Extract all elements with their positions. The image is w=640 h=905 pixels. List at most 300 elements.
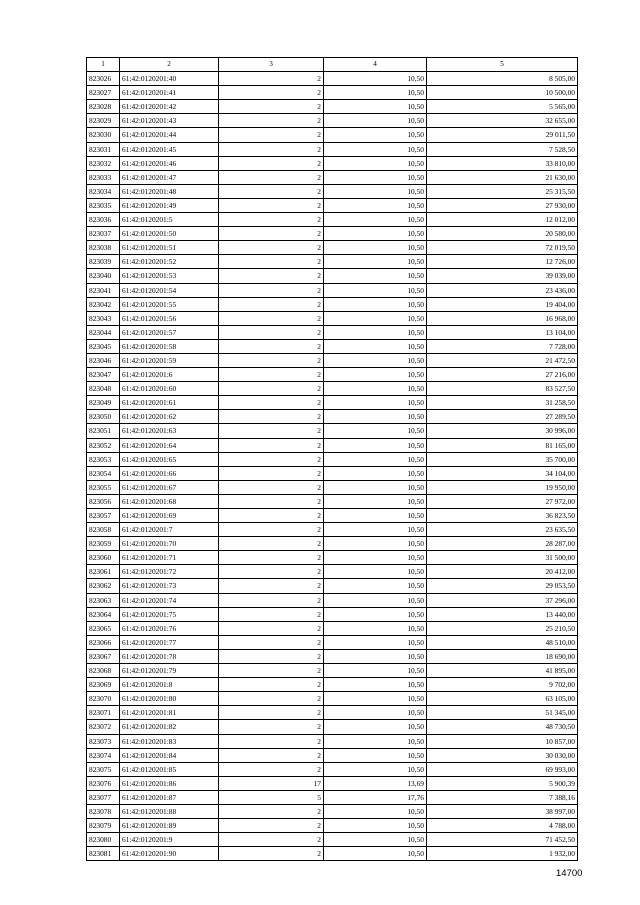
col3-cell: 2	[219, 72, 324, 86]
amount-cell: 30 996,00	[427, 424, 578, 438]
row-id-cell: 823075	[87, 762, 120, 776]
amount-cell: 21 472,50	[427, 353, 578, 367]
amount-cell: 12 726,00	[427, 255, 578, 269]
col3-cell: 2	[219, 198, 324, 212]
col4-cell: 10,50	[324, 156, 427, 170]
table-row	[87, 353, 578, 367]
col3-cell: 2	[219, 804, 324, 818]
col4-cell: 10,50	[324, 100, 427, 114]
col3-cell: 2	[219, 452, 324, 466]
amount-cell: 20 580,00	[427, 227, 578, 241]
amount-cell: 9 702,00	[427, 678, 578, 692]
col3-cell: 2	[219, 410, 324, 424]
col4-cell: 10,50	[324, 466, 427, 480]
col4-cell: 10,50	[324, 283, 427, 297]
amount-cell: 27 216,00	[427, 368, 578, 382]
col4-cell: 10,50	[324, 325, 427, 339]
amount-cell: 72 019,50	[427, 241, 578, 255]
cadastral-number-cell: 61:42:0120201:45	[120, 142, 219, 156]
row-id-cell: 823066	[87, 635, 120, 649]
col3-cell: 2	[219, 706, 324, 720]
amount-cell: 25 210,50	[427, 621, 578, 635]
col3-cell: 2	[219, 734, 324, 748]
amount-cell: 7 728,00	[427, 339, 578, 353]
col3-cell: 2	[219, 720, 324, 734]
row-id-cell: 823040	[87, 269, 120, 283]
cadastral-number-cell: 61:42:0120201:68	[120, 494, 219, 508]
col4-cell: 10,50	[324, 551, 427, 565]
cadastral-number-cell: 61:42:0120201:47	[120, 170, 219, 184]
col3-cell: 2	[219, 537, 324, 551]
table-row	[87, 325, 578, 339]
row-id-cell: 823042	[87, 297, 120, 311]
col4-cell: 10,50	[324, 269, 427, 283]
col4-cell: 10,50	[324, 227, 427, 241]
amount-cell: 23 635,50	[427, 523, 578, 537]
row-id-cell: 823064	[87, 607, 120, 621]
col4-cell: 13,69	[324, 776, 427, 790]
col4-cell: 10,50	[324, 537, 427, 551]
col3-cell: 2	[219, 664, 324, 678]
col4-cell: 10,50	[324, 368, 427, 382]
row-id-cell: 823033	[87, 170, 120, 184]
row-id-cell: 823030	[87, 128, 120, 142]
amount-cell: 10 500,00	[427, 86, 578, 100]
cadastral-number-cell: 61:42:0120201:75	[120, 607, 219, 621]
amount-cell: 83 527,50	[427, 382, 578, 396]
amount-cell: 31 500,00	[427, 551, 578, 565]
col3-cell: 2	[219, 156, 324, 170]
row-id-cell: 823027	[87, 86, 120, 100]
row-id-cell: 823039	[87, 255, 120, 269]
amount-cell: 41 895,00	[427, 664, 578, 678]
cadastral-number-cell: 61:42:0120201:52	[120, 255, 219, 269]
cadastral-number-cell: 61:42:0120201:44	[120, 128, 219, 142]
cadastral-number-cell: 61:42:0120201:61	[120, 396, 219, 410]
table-row	[87, 128, 578, 142]
col4-cell: 10,50	[324, 170, 427, 184]
row-id-cell: 823069	[87, 678, 120, 692]
table-row	[87, 551, 578, 565]
col4-cell: 10,50	[324, 297, 427, 311]
row-id-cell: 823072	[87, 720, 120, 734]
table-row	[87, 776, 578, 790]
col3-cell: 2	[219, 142, 324, 156]
col4-cell: 10,50	[324, 819, 427, 833]
col3-cell: 2	[219, 494, 324, 508]
row-id-cell: 823071	[87, 706, 120, 720]
row-id-cell: 823076	[87, 776, 120, 790]
row-id-cell: 823057	[87, 509, 120, 523]
cadastral-number-cell: 61:42:0120201:79	[120, 664, 219, 678]
col3-cell: 2	[219, 311, 324, 325]
col3-cell: 2	[219, 396, 324, 410]
row-id-cell: 823079	[87, 819, 120, 833]
table-row	[87, 198, 578, 212]
col4-cell: 10,50	[324, 142, 427, 156]
col3-cell: 2	[219, 100, 324, 114]
row-id-cell: 823060	[87, 551, 120, 565]
row-id-cell: 823074	[87, 748, 120, 762]
cadastral-number-cell: 61:42:0120201:60	[120, 382, 219, 396]
col3-cell: 2	[219, 551, 324, 565]
amount-cell: 35 700,00	[427, 452, 578, 466]
row-id-cell: 823062	[87, 579, 120, 593]
row-id-cell: 823050	[87, 410, 120, 424]
amount-cell: 13 104,00	[427, 325, 578, 339]
row-id-cell: 823037	[87, 227, 120, 241]
row-id-cell: 823041	[87, 283, 120, 297]
cadastral-number-cell: 61:42:0120201:76	[120, 621, 219, 635]
cadastral-number-cell: 61:42:0120201:85	[120, 762, 219, 776]
col4-cell: 10,50	[324, 523, 427, 537]
cadastral-number-cell: 61:42:0120201:78	[120, 649, 219, 663]
col4-cell: 10,50	[324, 86, 427, 100]
col3-cell: 2	[219, 762, 324, 776]
row-id-cell: 823077	[87, 790, 120, 804]
table-row	[87, 804, 578, 818]
table-row	[87, 579, 578, 593]
row-id-cell: 823043	[87, 311, 120, 325]
cadastral-number-cell: 61:42:0120201:5	[120, 213, 219, 227]
amount-cell: 69 993,00	[427, 762, 578, 776]
table-row	[87, 382, 578, 396]
col4-cell: 10,50	[324, 565, 427, 579]
row-id-cell: 823081	[87, 847, 120, 861]
amount-cell: 19 950,00	[427, 480, 578, 494]
table-row	[87, 523, 578, 537]
table-row	[87, 678, 578, 692]
cadastral-number-cell: 61:42:0120201:49	[120, 198, 219, 212]
table-row	[87, 213, 578, 227]
amount-cell: 81 165,00	[427, 438, 578, 452]
column-header-3: 3	[219, 58, 324, 72]
col3-cell: 2	[219, 170, 324, 184]
col3-cell: 2	[219, 692, 324, 706]
table-row	[87, 621, 578, 635]
table-row	[87, 466, 578, 480]
amount-cell: 32 655,00	[427, 114, 578, 128]
cadastral-number-cell: 61:42:0120201:6	[120, 368, 219, 382]
amount-cell: 4 788,00	[427, 819, 578, 833]
col3-cell: 2	[219, 833, 324, 847]
col4-cell: 10,50	[324, 311, 427, 325]
amount-cell: 27 930,00	[427, 198, 578, 212]
cadastral-number-cell: 61:42:0120201:71	[120, 551, 219, 565]
amount-cell: 8 505,00	[427, 72, 578, 86]
row-id-cell: 823051	[87, 424, 120, 438]
row-id-cell: 823038	[87, 241, 120, 255]
col4-cell: 10,50	[324, 847, 427, 861]
table-row	[87, 480, 578, 494]
col3-cell: 2	[219, 438, 324, 452]
row-id-cell: 823063	[87, 593, 120, 607]
table-row	[87, 664, 578, 678]
cadastral-number-cell: 61:42:0120201:59	[120, 353, 219, 367]
cadastral-number-cell: 61:42:0120201:87	[120, 790, 219, 804]
amount-cell: 7 388,16	[427, 790, 578, 804]
col4-cell: 10,50	[324, 720, 427, 734]
amount-cell: 30 030,00	[427, 748, 578, 762]
col4-cell: 10,50	[324, 198, 427, 212]
col3-cell: 2	[219, 579, 324, 593]
amount-cell: 23 436,00	[427, 283, 578, 297]
amount-cell: 18 690,00	[427, 649, 578, 663]
col4-cell: 10,50	[324, 579, 427, 593]
col3-cell: 2	[219, 227, 324, 241]
col3-cell: 2	[219, 382, 324, 396]
table-row	[87, 311, 578, 325]
cadastral-number-cell: 61:42:0120201:9	[120, 833, 219, 847]
amount-cell: 20 412,00	[427, 565, 578, 579]
col4-cell: 10,50	[324, 410, 427, 424]
table-row	[87, 734, 578, 748]
cadastral-number-cell: 61:42:0120201:81	[120, 706, 219, 720]
table-row	[87, 255, 578, 269]
cadastral-number-cell: 61:42:0120201:73	[120, 579, 219, 593]
row-id-cell: 823034	[87, 184, 120, 198]
cadastral-number-cell: 61:42:0120201:66	[120, 466, 219, 480]
col3-cell: 2	[219, 480, 324, 494]
amount-cell: 16 968,00	[427, 311, 578, 325]
table-row	[87, 819, 578, 833]
cadastral-number-cell: 61:42:0120201:50	[120, 227, 219, 241]
amount-cell: 27 972,00	[427, 494, 578, 508]
table-row	[87, 649, 578, 663]
col4-cell: 10,50	[324, 804, 427, 818]
table-row	[87, 424, 578, 438]
col3-cell: 2	[219, 255, 324, 269]
table-row	[87, 184, 578, 198]
row-id-cell: 823028	[87, 100, 120, 114]
cadastral-number-cell: 61:42:0120201:65	[120, 452, 219, 466]
row-id-cell: 823048	[87, 382, 120, 396]
row-id-cell: 823065	[87, 621, 120, 635]
col4-cell: 10,50	[324, 748, 427, 762]
amount-cell: 25 315,50	[427, 184, 578, 198]
row-id-cell: 823053	[87, 452, 120, 466]
table-row	[87, 452, 578, 466]
cadastral-number-cell: 61:42:0120201:7	[120, 523, 219, 537]
table-row	[87, 339, 578, 353]
row-id-cell: 823055	[87, 480, 120, 494]
amount-cell: 13 440,00	[427, 607, 578, 621]
cadastral-number-cell: 61:42:0120201:51	[120, 241, 219, 255]
row-id-cell: 823058	[87, 523, 120, 537]
amount-cell: 71 452,50	[427, 833, 578, 847]
col4-cell: 10,50	[324, 494, 427, 508]
col3-cell: 2	[219, 466, 324, 480]
page-number: 14700	[556, 868, 583, 879]
column-header-5: 5	[427, 58, 578, 72]
col4-cell: 17,76	[324, 790, 427, 804]
col3-cell: 2	[219, 325, 324, 339]
table-row	[87, 297, 578, 311]
table-row	[87, 509, 578, 523]
table-row	[87, 537, 578, 551]
data-table	[86, 57, 578, 861]
col4-cell: 10,50	[324, 678, 427, 692]
row-id-cell: 823035	[87, 198, 120, 212]
cadastral-number-cell: 61:42:0120201:77	[120, 635, 219, 649]
col3-cell: 2	[219, 523, 324, 537]
amount-cell: 51 345,00	[427, 706, 578, 720]
row-id-cell: 823073	[87, 734, 120, 748]
cadastral-number-cell: 61:42:0120201:63	[120, 424, 219, 438]
col3-cell: 2	[219, 748, 324, 762]
col4-cell: 10,50	[324, 213, 427, 227]
cadastral-number-cell: 61:42:0120201:48	[120, 184, 219, 198]
cadastral-number-cell: 61:42:0120201:83	[120, 734, 219, 748]
cadastral-number-cell: 61:42:0120201:88	[120, 804, 219, 818]
row-id-cell: 823080	[87, 833, 120, 847]
table-row	[87, 156, 578, 170]
cadastral-number-cell: 61:42:0120201:57	[120, 325, 219, 339]
col4-cell: 10,50	[324, 72, 427, 86]
amount-cell: 34 104,00	[427, 466, 578, 480]
cadastral-number-cell: 61:42:0120201:53	[120, 269, 219, 283]
col4-cell: 10,50	[324, 593, 427, 607]
col4-cell: 10,50	[324, 452, 427, 466]
amount-cell: 21 630,00	[427, 170, 578, 184]
table-row	[87, 72, 578, 86]
cadastral-number-cell: 61:42:0120201:70	[120, 537, 219, 551]
col4-cell: 10,50	[324, 114, 427, 128]
amount-cell: 1 932,00	[427, 847, 578, 861]
row-id-cell: 823059	[87, 537, 120, 551]
table-row	[87, 227, 578, 241]
amount-cell: 29 053,50	[427, 579, 578, 593]
cadastral-number-cell: 61:42:0120201:8	[120, 678, 219, 692]
table-row	[87, 635, 578, 649]
amount-cell: 63 105,00	[427, 692, 578, 706]
col4-cell: 10,50	[324, 353, 427, 367]
col3-cell: 2	[219, 635, 324, 649]
column-header-1: 1	[87, 58, 120, 72]
row-id-cell: 823045	[87, 339, 120, 353]
table-row	[87, 438, 578, 452]
row-id-cell: 823036	[87, 213, 120, 227]
table-row	[87, 847, 578, 861]
table-row	[87, 833, 578, 847]
table-header-row	[87, 58, 578, 72]
amount-cell: 5 565,00	[427, 100, 578, 114]
amount-cell: 31 258,50	[427, 396, 578, 410]
row-id-cell: 823070	[87, 692, 120, 706]
table-row	[87, 593, 578, 607]
col3-cell: 2	[219, 339, 324, 353]
col3-cell: 2	[219, 607, 324, 621]
row-id-cell: 823046	[87, 353, 120, 367]
cadastral-number-cell: 61:42:0120201:56	[120, 311, 219, 325]
row-id-cell: 823052	[87, 438, 120, 452]
amount-cell: 19 404,00	[427, 297, 578, 311]
col3-cell: 2	[219, 509, 324, 523]
cadastral-number-cell: 61:42:0120201:90	[120, 847, 219, 861]
col4-cell: 10,50	[324, 762, 427, 776]
column-header-2: 2	[120, 58, 219, 72]
row-id-cell: 823061	[87, 565, 120, 579]
col4-cell: 10,50	[324, 382, 427, 396]
col4-cell: 10,50	[324, 255, 427, 269]
cadastral-number-cell: 61:42:0120201:67	[120, 480, 219, 494]
table-row	[87, 142, 578, 156]
table-row	[87, 241, 578, 255]
col4-cell: 10,50	[324, 396, 427, 410]
cadastral-number-cell: 61:42:0120201:58	[120, 339, 219, 353]
col3-cell: 2	[219, 269, 324, 283]
col3-cell: 17	[219, 776, 324, 790]
column-header-4: 4	[324, 58, 427, 72]
table-row	[87, 283, 578, 297]
cadastral-number-cell: 61:42:0120201:86	[120, 776, 219, 790]
col3-cell: 2	[219, 86, 324, 100]
amount-cell: 36 823,50	[427, 509, 578, 523]
row-id-cell: 823078	[87, 804, 120, 818]
amount-cell: 48 510,00	[427, 635, 578, 649]
amount-cell: 27 289,50	[427, 410, 578, 424]
cadastral-number-cell: 61:42:0120201:82	[120, 720, 219, 734]
cadastral-number-cell: 61:42:0120201:64	[120, 438, 219, 452]
table-row	[87, 692, 578, 706]
row-id-cell: 823054	[87, 466, 120, 480]
table-row	[87, 607, 578, 621]
table-row	[87, 748, 578, 762]
row-id-cell: 823049	[87, 396, 120, 410]
col4-cell: 10,50	[324, 339, 427, 353]
col4-cell: 10,50	[324, 424, 427, 438]
amount-cell: 37 296,00	[427, 593, 578, 607]
amount-cell: 7 528,50	[427, 142, 578, 156]
col3-cell: 2	[219, 283, 324, 297]
table-body	[87, 72, 578, 861]
cadastral-number-cell: 61:42:0120201:54	[120, 283, 219, 297]
table-row	[87, 396, 578, 410]
col3-cell: 2	[219, 819, 324, 833]
col4-cell: 10,50	[324, 833, 427, 847]
table-row	[87, 706, 578, 720]
row-id-cell: 823031	[87, 142, 120, 156]
cadastral-number-cell: 61:42:0120201:74	[120, 593, 219, 607]
amount-cell: 39 039,00	[427, 269, 578, 283]
col3-cell: 2	[219, 621, 324, 635]
cadastral-number-cell: 61:42:0120201:69	[120, 509, 219, 523]
cadastral-number-cell: 61:42:0120201:84	[120, 748, 219, 762]
col4-cell: 10,50	[324, 509, 427, 523]
col4-cell: 10,50	[324, 480, 427, 494]
table-row	[87, 114, 578, 128]
table-row	[87, 565, 578, 579]
col3-cell: 2	[219, 297, 324, 311]
col4-cell: 10,50	[324, 184, 427, 198]
table-row	[87, 762, 578, 776]
amount-cell: 5 900,39	[427, 776, 578, 790]
col3-cell: 2	[219, 565, 324, 579]
cadastral-number-cell: 61:42:0120201:43	[120, 114, 219, 128]
col3-cell: 5	[219, 790, 324, 804]
col3-cell: 2	[219, 128, 324, 142]
amount-cell: 29 011,50	[427, 128, 578, 142]
row-id-cell: 823029	[87, 114, 120, 128]
col3-cell: 2	[219, 213, 324, 227]
col4-cell: 10,50	[324, 664, 427, 678]
cadastral-number-cell: 61:42:0120201:62	[120, 410, 219, 424]
table-row	[87, 494, 578, 508]
row-id-cell: 823047	[87, 368, 120, 382]
col3-cell: 2	[219, 353, 324, 367]
col4-cell: 10,50	[324, 706, 427, 720]
row-id-cell: 823056	[87, 494, 120, 508]
